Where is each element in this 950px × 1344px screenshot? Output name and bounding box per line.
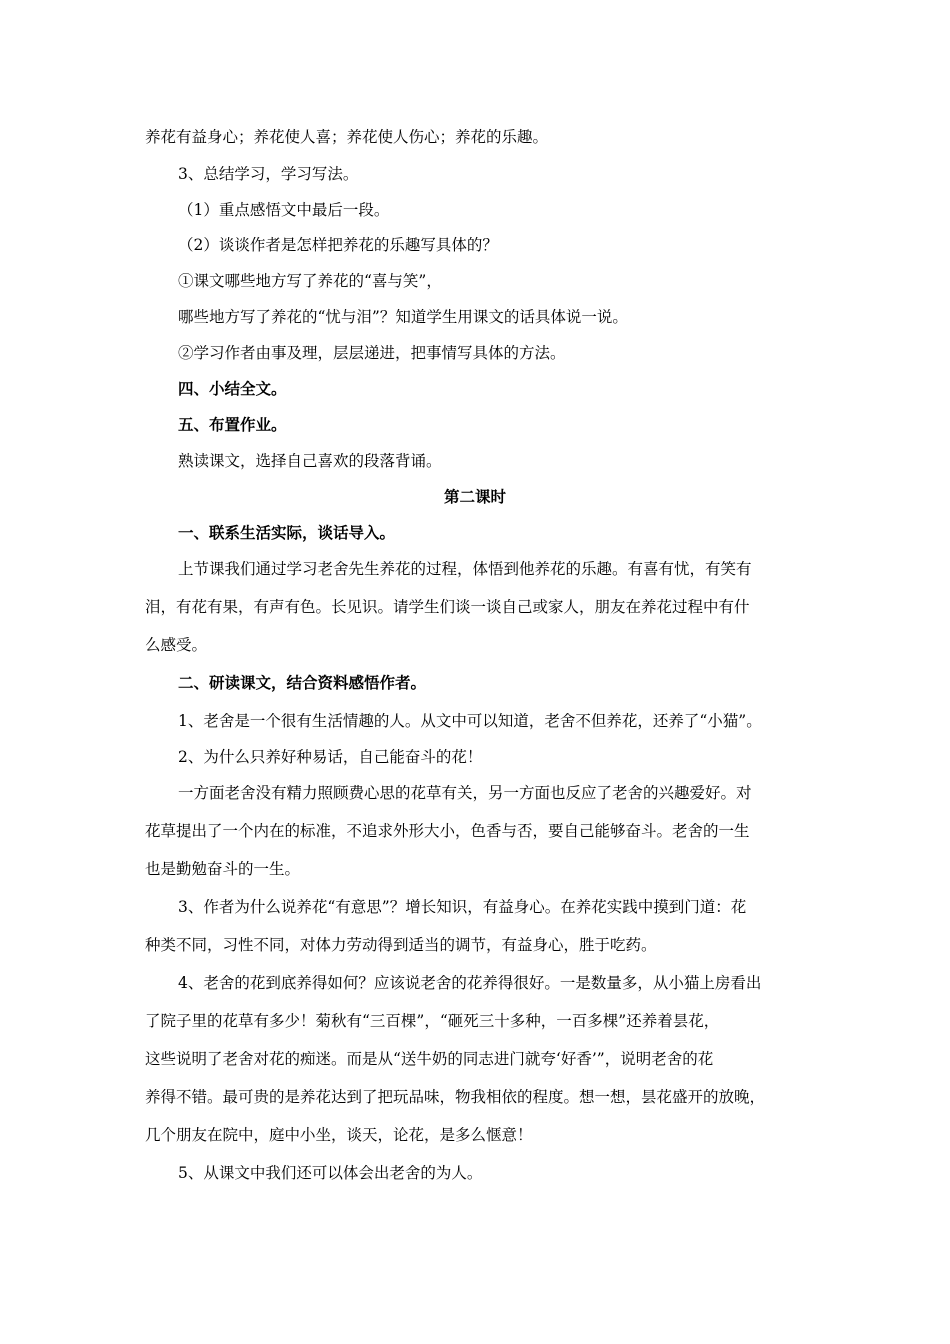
- text-line: 3、总结学习，学习写法。: [178, 165, 359, 183]
- text-line: 了院子里的花草有多少！菊秋有“三百棵”，“砸死三十多种，一百多棵”还养着昙花，: [145, 1012, 720, 1030]
- text-line: 熟读课文，选择自己喜欢的段落背诵。: [178, 452, 442, 470]
- text-line: 泪，有花有果，有声有色。长见识。请学生们谈一谈自己或家人，朋友在养花过程中有什: [145, 598, 750, 616]
- text-line: 养得不错。最可贵的是养花达到了把玩品味，物我相依的程度。想一想，昙花盛开的放晚，: [145, 1088, 766, 1106]
- text-line: 1、老舍是一个很有生活情趣的人。从文中可以知道，老舍不但养花，还养了“小猫”。: [178, 712, 762, 730]
- section-heading: 一、联系生活实际，谈话导入。: [178, 523, 396, 542]
- section-heading: 二、研读课文，结合资料感悟作者。: [178, 673, 427, 692]
- text-line: 养花有益身心；养花使人喜；养花使人伤心；养花的乐趣。: [145, 128, 549, 146]
- text-line: 5、从课文中我们还可以体会出老舍的为人。: [178, 1164, 483, 1182]
- text-line: 也是勤勉奋斗的一生。: [145, 860, 301, 878]
- lesson-title: 第二课时: [443, 487, 506, 506]
- text-line: 一方面老舍没有精力照顾费心思的花草有关，另一方面也反应了老舍的兴趣爱好。对: [178, 784, 752, 802]
- text-line: （2）谈谈作者是怎样把养花的乐趣写具体的？: [178, 236, 498, 254]
- text-line: 几个朋友在院中，庭中小坐，谈天，论花，是多么惬意！: [145, 1126, 533, 1144]
- text-line: 哪些地方写了养花的“忧与泪”？知道学生用课文的话具体说一说。: [178, 308, 628, 326]
- text-line: 么感受。: [145, 636, 208, 654]
- text-line: ②学习作者由事及理，层层递进，把事情写具体的方法。: [178, 344, 566, 362]
- text-line: 种类不同，习性不同，对体力劳动得到适当的调节，有益身心，胜于吃药。: [145, 936, 657, 954]
- text-line: （1）重点感悟文中最后一段。: [178, 201, 390, 219]
- text-line: 2、为什么只养好种易话，自己能奋斗的花！: [178, 748, 483, 766]
- section-heading: 五、布置作业。: [178, 415, 287, 434]
- text-line: 花草提出了一个内在的标准，不追求外形大小，色香与否，要自己能够奋斗。老舍的一生: [145, 822, 750, 840]
- section-heading: 四、小结全文。: [178, 379, 287, 398]
- text-line: 3、作者为什么说养花“有意思”？增长知识，有益身心。在养花实践中摸到门道：花: [178, 898, 747, 916]
- text-line: ①课文哪些地方写了养花的“喜与笑”，: [178, 272, 442, 290]
- text-line: 这些说明了老舍对花的痴迷。而是从“送牛奶的同志进门就夸‘好香’”，说明老舍的花: [145, 1050, 714, 1068]
- text-line: 上节课我们通过学习老舍先生养花的过程，体悟到他养花的乐趣。有喜有忧，有笑有: [178, 560, 752, 578]
- text-line: 4、老舍的花到底养得如何？应该说老舍的花养得很好。一是数量多，从小猫上房看出: [178, 974, 762, 992]
